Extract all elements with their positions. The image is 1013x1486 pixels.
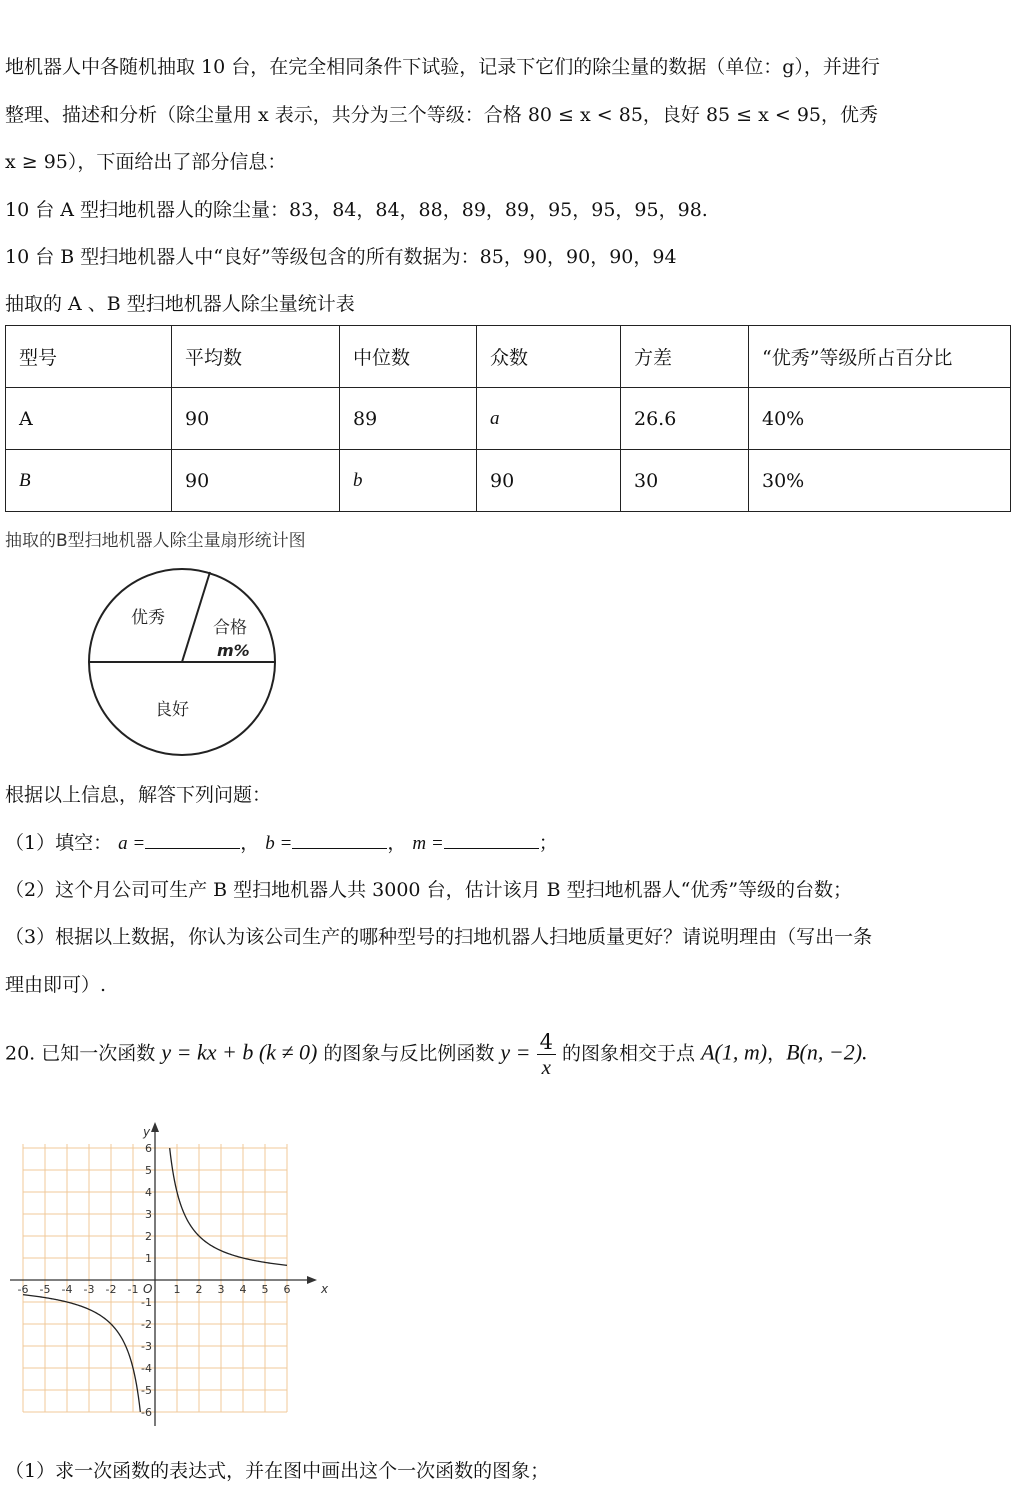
x-tick-label: -3	[83, 1283, 95, 1296]
problem-text-1: 已知一次函数	[41, 1042, 156, 1065]
pie-chart	[85, 565, 285, 765]
x-tick-label: 5	[261, 1283, 269, 1296]
table-cell: 90	[477, 450, 621, 512]
data-a-line: 10 台 A 型扫地机器人的除尘量：83，84，84，88，89，89，95，95，95，98.	[5, 199, 708, 221]
y-tick-label: -2	[141, 1318, 152, 1331]
problem-20	[5, 1030, 868, 1090]
x-tick-label: -4	[61, 1283, 73, 1296]
table-cell: 89	[340, 388, 477, 450]
table-header-row	[6, 326, 1011, 388]
fraction-numerator: 4	[537, 1030, 556, 1055]
y-axis-label: y	[143, 1125, 151, 1139]
x-tick-label: 2	[195, 1283, 203, 1296]
table-cell: b	[340, 450, 477, 512]
fraction	[537, 1030, 556, 1079]
question-3-line-1: （3）根据以上数据，你认为该公司生产的哪种型号的扫地机器人扫地质量更好？请说明理由（写出一条	[5, 926, 873, 948]
table-header-cell: 众数	[477, 326, 621, 388]
table-cell: B	[6, 450, 172, 512]
question-1-prefix: （1）填空：	[5, 832, 113, 854]
paragraph-line-1: 地机器人中各随机抽取 10 台，在完全相同条件下试验，记录下它们的除尘量的数据（单位：g），并进行	[5, 56, 880, 78]
table-header-cell: “优秀”等级所占百分比	[749, 326, 1011, 388]
y-tick-label: -4	[141, 1362, 152, 1375]
x-axis-label: x	[321, 1282, 329, 1296]
point-a: A(1, m)	[701, 1039, 768, 1065]
table-cell: A	[6, 388, 172, 450]
x-tick-label: -5	[39, 1283, 51, 1296]
point-b: B(n, −2).	[786, 1039, 868, 1065]
q1-a-label: a =	[118, 833, 146, 854]
x-tick-label: -1	[127, 1283, 139, 1296]
table-row	[6, 450, 1011, 512]
table-cell: 90	[172, 450, 340, 512]
table-header-cell: 方差	[621, 326, 749, 388]
problem-text-3: 的图象相交于点	[562, 1042, 696, 1065]
pie-label-good: 良好	[155, 700, 189, 720]
question-3-line-2: 理由即可）.	[5, 974, 107, 996]
table-cell: 90	[172, 388, 340, 450]
pie-label-pass: 合格	[213, 618, 247, 638]
pie-caption: 抽取的B型扫地机器人除尘量扇形统计图	[5, 531, 306, 551]
pie-label-pass-pct: m%	[217, 641, 250, 660]
linear-equation: y = kx + b (k ≠ 0)	[161, 1039, 318, 1065]
table-header-cell: 型号	[6, 326, 172, 388]
curve-branch-positive	[170, 1148, 287, 1265]
pie-label-excellent: 优秀	[131, 608, 165, 628]
question-2: （2）这个月公司可生产 B 型扫地机器人共 3000 台，估计该月 B 型扫地机器人“优秀”等级的台数；	[5, 879, 853, 901]
paragraph-line-3: x ≥ 95），下面给出了部分信息：	[5, 151, 287, 173]
coordinate-graph	[10, 1115, 330, 1430]
y-tick-label: 2	[145, 1230, 152, 1243]
q1-m-label: m =	[412, 833, 444, 854]
table-title: 抽取的 A 、B 型扫地机器人除尘量统计表	[5, 293, 355, 315]
table-cell: 40%	[749, 388, 1011, 450]
curve-branch-negative	[23, 1295, 140, 1412]
y-tick-label: -6	[141, 1406, 152, 1419]
x-tick-label: 6	[283, 1283, 291, 1296]
table-cell: 30	[621, 450, 749, 512]
question-1: （1）填空： a = ， b = ， m = ；	[5, 832, 558, 854]
q1-b-label: b =	[265, 833, 293, 854]
x-axis-arrow	[307, 1276, 317, 1284]
data-b-line: 10 台 B 型扫地机器人中“良好”等级包含的所有数据为：85，90，90，90，94	[5, 246, 677, 268]
y-axis-arrow	[151, 1122, 159, 1132]
y-tick-label: -3	[141, 1340, 152, 1353]
problem-20-part-1: （1）求一次函数的表达式，并在图中画出这个一次函数的图象；	[5, 1460, 550, 1482]
paragraph-line-2: 整理、描述和分析（除尘量用 x 表示，共分为三个等级：合格 80 ≤ x < 85，良好 85 ≤ x < 95，优秀	[5, 104, 879, 126]
q1-b-blank[interactable]	[292, 832, 387, 849]
table-header-cell: 中位数	[340, 326, 477, 388]
origin-label: O	[143, 1282, 153, 1296]
x-tick-label: 3	[217, 1283, 225, 1296]
q1-a-blank[interactable]	[145, 832, 240, 849]
y-tick-label: 3	[145, 1208, 152, 1221]
y-tick-label: 1	[145, 1252, 152, 1265]
stats-table	[5, 325, 1011, 512]
y-tick-label: -1	[141, 1296, 152, 1309]
x-tick-label: 1	[173, 1283, 181, 1296]
q1-m-blank[interactable]	[444, 832, 539, 849]
y-tick-label: 5	[145, 1164, 152, 1177]
table-row	[6, 388, 1011, 450]
y-tick-label: 4	[145, 1186, 152, 1199]
problem-number: 20.	[5, 1042, 36, 1065]
x-tick-label: -2	[105, 1283, 117, 1296]
fraction-denominator: x	[541, 1055, 551, 1079]
problem-text-2: 的图象与反比例函数	[323, 1042, 495, 1065]
table-cell: a	[477, 388, 621, 450]
questions-intro: 根据以上信息，解答下列问题：	[5, 784, 272, 806]
x-tick-label: 4	[239, 1283, 247, 1296]
table-cell: 30%	[749, 450, 1011, 512]
x-tick-label: -6	[17, 1283, 29, 1296]
inverse-equation-lhs: y =	[500, 1039, 531, 1065]
table-cell: 26.6	[621, 388, 749, 450]
point-separator: ，	[767, 1042, 787, 1065]
y-tick-label: -5	[141, 1384, 152, 1397]
y-tick-label: 6	[145, 1142, 152, 1155]
table-header-cell: 平均数	[172, 326, 340, 388]
